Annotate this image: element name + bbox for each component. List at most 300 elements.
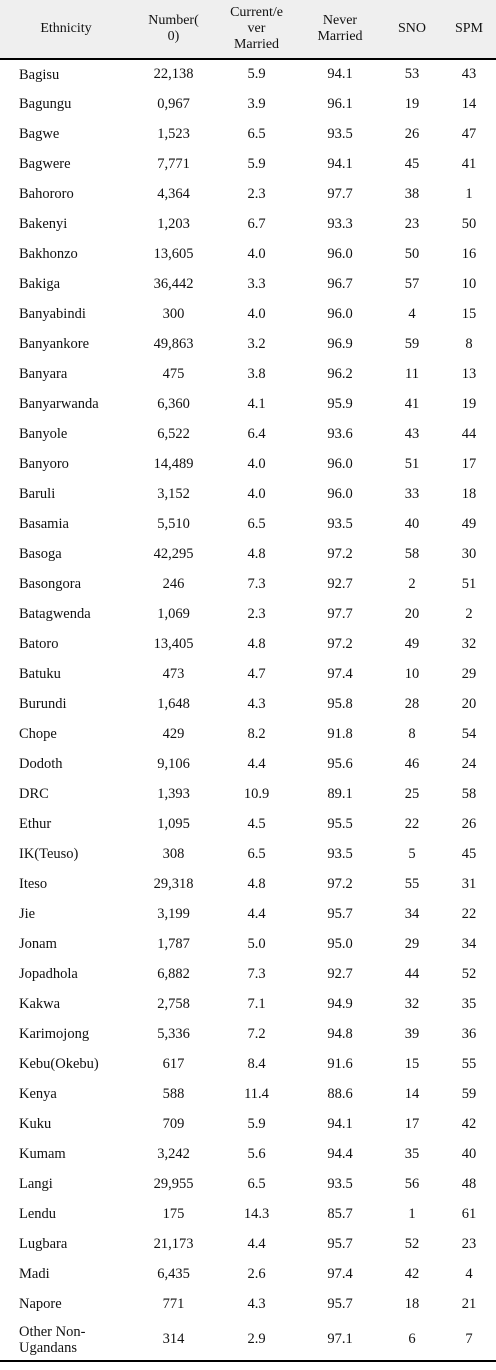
number-cell: 300	[162, 305, 185, 322]
header-current-ever-married: Current/e ver Married	[215, 0, 298, 59]
current-ever-married-cell: 4.0	[247, 485, 266, 502]
spm-cell: 54	[461, 725, 477, 742]
never-married-cell: 97.4	[327, 1265, 353, 1282]
number-cell: 6,522	[157, 425, 190, 442]
never-married-cell: 92.7	[327, 575, 353, 592]
current-ever-married-cell: 8.2	[247, 725, 266, 742]
spm-cell: 19	[461, 395, 477, 412]
table-row	[0, 1049, 496, 1079]
sno-cell: 11	[405, 365, 419, 382]
number-cell: 3,152	[157, 485, 190, 502]
number-cell: 1,787	[157, 935, 190, 952]
current-ever-married-cell: 6.5	[247, 845, 266, 862]
number-cell: 308	[162, 845, 185, 862]
current-ever-married-cell: 4.4	[247, 755, 266, 772]
table-row	[0, 179, 496, 209]
number-cell: 6,882	[157, 965, 190, 982]
never-married-cell: 93.5	[327, 845, 353, 862]
number-cell: 3,199	[157, 905, 190, 922]
table-row	[0, 1229, 496, 1259]
number-cell: 429	[162, 725, 185, 742]
never-married-cell: 96.0	[327, 245, 353, 262]
sno-cell: 29	[404, 935, 420, 952]
number-cell: 22,138	[153, 66, 194, 82]
never-married-cell: 91.6	[327, 1055, 353, 1072]
never-married-cell: 96.7	[327, 275, 353, 292]
never-married-cell: 94.1	[327, 155, 353, 172]
ethnicity-cell: Burundi	[19, 696, 67, 712]
sno-cell: 6	[382, 1319, 442, 1361]
number-cell: 7,771	[157, 155, 190, 172]
number-cell: 588	[162, 1085, 185, 1102]
ethnicity-cell: Napore	[19, 1296, 62, 1312]
spm-cell: 26	[461, 815, 477, 832]
spm-cell: 23	[461, 1235, 477, 1252]
number-cell: 246	[162, 575, 185, 592]
number-cell: 13,405	[153, 635, 194, 652]
ethnicity-cell: Lendu	[19, 1206, 57, 1222]
never-married-cell: 89.1	[327, 785, 353, 802]
sno-cell: 50	[404, 245, 420, 262]
table-row	[0, 479, 496, 509]
number-cell: 49,863	[153, 335, 194, 352]
ethnicity-cell: Banyoro	[19, 456, 69, 472]
table-row	[0, 629, 496, 659]
spm-cell: 51	[461, 575, 477, 592]
sno-cell: 35	[404, 1145, 420, 1162]
spm-cell: 35	[461, 995, 477, 1012]
ethnicity-cell: DRC	[19, 786, 49, 802]
table-row	[0, 809, 496, 839]
spm-cell: 29	[461, 665, 477, 682]
current-ever-married-cell: 7.3	[247, 965, 266, 982]
current-ever-married-cell: 4.0	[247, 245, 266, 262]
current-ever-married-cell: 8.4	[247, 1055, 266, 1072]
never-married-cell: 95.8	[327, 695, 353, 712]
spm-cell: 44	[461, 425, 477, 442]
table-row	[0, 749, 496, 779]
current-ever-married-cell: 3.3	[247, 275, 266, 292]
ethnicity-cell: Karimojong	[19, 1026, 90, 1042]
spm-cell: 55	[461, 1055, 477, 1072]
never-married-cell: 88.6	[327, 1085, 353, 1102]
never-married-cell: 97.7	[327, 185, 353, 202]
table-row	[0, 149, 496, 179]
current-ever-married-cell: 4.3	[247, 695, 266, 712]
sno-cell: 33	[404, 485, 420, 502]
ethnicity-cell: Bakhonzo	[19, 246, 78, 262]
never-married-cell: 93.3	[327, 215, 353, 232]
current-ever-married-cell: 5.0	[247, 935, 266, 952]
number-cell: 771	[162, 1295, 185, 1312]
table-row	[0, 899, 496, 929]
spm-cell: 40	[461, 1145, 477, 1162]
table-row	[0, 989, 496, 1019]
sno-cell: 38	[404, 185, 420, 202]
current-ever-married-cell: 7.1	[247, 995, 266, 1012]
never-married-cell: 97.7	[327, 605, 353, 622]
ethnicity-cell: Jonam	[19, 936, 57, 952]
number-cell: 709	[162, 1115, 185, 1132]
sno-cell: 51	[404, 455, 420, 472]
ethnicity-cell: Basongora	[19, 576, 82, 592]
sno-cell: 8	[408, 725, 416, 742]
spm-cell: 45	[461, 845, 477, 862]
never-married-cell: 93.6	[327, 425, 353, 442]
ethnicity-cell: Bakenyi	[19, 216, 68, 232]
number-cell: 29,955	[153, 1175, 194, 1192]
spm-cell: 47	[461, 125, 477, 142]
ethnicity-cell: Kakwa	[19, 996, 61, 1012]
ethnicity-cell: Kuku	[19, 1116, 52, 1132]
ethnicity-cell: Bagwe	[19, 126, 60, 142]
never-married-cell: 95.7	[327, 1295, 353, 1312]
table-row	[0, 329, 496, 359]
never-married-cell: 96.0	[327, 485, 353, 502]
number-cell: 1,523	[157, 125, 190, 142]
number-cell: 1,648	[157, 695, 190, 712]
number-cell: 21,173	[153, 1235, 194, 1252]
header-spm: SPM	[442, 0, 496, 59]
spm-cell: 18	[461, 485, 477, 502]
number-cell: 6,435	[157, 1265, 190, 1282]
spm-cell: 59	[461, 1085, 477, 1102]
spm-cell: 52	[461, 965, 477, 982]
never-married-cell: 94.9	[327, 995, 353, 1012]
current-ever-married-cell: 7.3	[247, 575, 266, 592]
spm-cell: 16	[461, 245, 477, 262]
table-row	[0, 719, 496, 749]
number-cell: 1,095	[157, 815, 190, 832]
never-married-cell: 92.7	[327, 965, 353, 982]
ethnicity-cell: Dodoth	[19, 756, 63, 772]
spm-cell: 48	[461, 1175, 477, 1192]
table-row	[0, 389, 496, 419]
sno-cell: 28	[404, 695, 420, 712]
current-ever-married-cell: 5.9	[247, 155, 266, 172]
table-row	[0, 1079, 496, 1109]
ethnicity-cell: Basoga	[19, 546, 62, 562]
header-row	[0, 0, 496, 59]
sno-cell: 18	[404, 1295, 420, 1312]
sno-cell: 34	[404, 905, 420, 922]
sno-cell: 20	[404, 605, 420, 622]
never-married-cell: 97.2	[327, 635, 353, 652]
current-ever-married-cell: 5.9	[247, 66, 266, 82]
current-ever-married-cell: 4.4	[247, 905, 266, 922]
table-row	[0, 419, 496, 449]
ethnicity-cell: Bakiga	[19, 276, 61, 292]
ethnicity-cell: Batuku	[19, 666, 61, 682]
spm-cell: 22	[461, 905, 477, 922]
sno-cell: 32	[404, 995, 420, 1012]
sno-cell: 46	[404, 755, 420, 772]
number-cell: 473	[162, 665, 185, 682]
table-row	[0, 1139, 496, 1169]
never-married-cell: 97.4	[327, 665, 353, 682]
ethnicity-cell: Batoro	[19, 636, 59, 652]
table-row	[0, 509, 496, 539]
sno-cell: 55	[404, 875, 420, 892]
sno-cell: 14	[404, 1085, 420, 1102]
current-ever-married-cell: 7.2	[247, 1025, 266, 1042]
table-row	[0, 779, 496, 809]
table-row	[0, 299, 496, 329]
never-married-cell: 95.7	[327, 1235, 353, 1252]
table-row	[0, 1169, 496, 1199]
table-row	[0, 959, 496, 989]
spm-cell: 49	[461, 515, 477, 532]
never-married-cell: 95.0	[327, 935, 353, 952]
sno-cell: 1	[408, 1205, 416, 1222]
spm-cell: 21	[461, 1295, 477, 1312]
table-row	[0, 689, 496, 719]
number-cell: 6,360	[157, 395, 190, 412]
never-married-cell: 96.0	[327, 305, 353, 322]
number-cell: 29,318	[153, 875, 194, 892]
ethnicity-cell: Kenya	[19, 1086, 57, 1102]
ethnicity-cell: Banyarwanda	[19, 396, 99, 412]
ethnicity-cell: Banyara	[19, 366, 68, 382]
never-married-cell: 91.8	[327, 725, 353, 742]
current-ever-married-cell: 6.4	[247, 425, 266, 442]
spm-cell: 13	[461, 365, 477, 382]
current-ever-married-cell: 10.9	[243, 785, 270, 802]
never-married-cell: 93.5	[327, 1175, 353, 1192]
never-married-cell: 85.7	[327, 1205, 353, 1222]
table-row	[0, 269, 496, 299]
never-married-cell: 95.6	[327, 755, 353, 772]
number-cell: 3,242	[157, 1145, 190, 1162]
never-married-cell: 94.8	[327, 1025, 353, 1042]
never-married-cell: 96.2	[327, 365, 353, 382]
table-row	[0, 209, 496, 239]
ethnicity-cell: Iteso	[19, 876, 48, 892]
spm-cell: 30	[461, 545, 477, 562]
spm-cell: 8	[465, 335, 473, 352]
current-ever-married-cell: 3.8	[247, 365, 266, 382]
header-ethnicity: Ethnicity	[0, 0, 132, 59]
spm-cell: 7	[442, 1319, 496, 1361]
spm-cell: 17	[461, 455, 477, 472]
sno-cell: 59	[404, 335, 420, 352]
current-ever-married-cell: 4.1	[247, 395, 266, 412]
never-married-cell: 97.2	[327, 545, 353, 562]
spm-cell: 50	[461, 215, 477, 232]
number-cell: 42,295	[153, 545, 194, 562]
current-ever-married-cell: 3.2	[247, 335, 266, 352]
table-row	[0, 659, 496, 689]
current-ever-married-cell: 4.7	[247, 665, 266, 682]
table-row	[0, 1199, 496, 1229]
number-cell: 175	[162, 1205, 185, 1222]
number-cell: 4,364	[157, 185, 190, 202]
table-row	[0, 539, 496, 569]
spm-cell: 43	[461, 66, 477, 82]
current-ever-married-cell: 11.4	[244, 1085, 269, 1102]
sno-cell: 10	[404, 665, 420, 682]
table-row	[0, 89, 496, 119]
spm-cell: 36	[461, 1025, 477, 1042]
sno-cell: 56	[404, 1175, 420, 1192]
spm-cell: 4	[465, 1265, 473, 1282]
sno-cell: 5	[408, 845, 416, 862]
spm-cell: 14	[461, 95, 477, 112]
number-cell: 2,758	[157, 995, 190, 1012]
sno-cell: 17	[404, 1115, 420, 1132]
ethnicity-cell: Bahororo	[19, 186, 74, 202]
never-married-cell: 96.1	[327, 95, 353, 112]
never-married-cell: 95.7	[327, 905, 353, 922]
spm-cell: 32	[461, 635, 477, 652]
ethnicity-cell: Kebu(Okebu)	[19, 1056, 99, 1072]
sno-cell: 22	[404, 815, 420, 832]
sno-cell: 39	[404, 1025, 420, 1042]
spm-cell: 34	[461, 935, 477, 952]
ethnicity-cell: Ethur	[19, 816, 52, 832]
number-cell: 5,336	[157, 1025, 190, 1042]
number-cell: 314	[132, 1319, 215, 1361]
spm-cell: 42	[461, 1115, 477, 1132]
spm-cell: 20	[461, 695, 477, 712]
spm-cell: 58	[461, 785, 477, 802]
ethnicity-cell: Madi	[19, 1266, 50, 1282]
ethnicity-cell: IK(Teuso)	[19, 846, 79, 862]
ethnicity-cell: Baruli	[19, 486, 56, 502]
sno-cell: 19	[404, 95, 420, 112]
spm-cell: 10	[461, 275, 477, 292]
current-ever-married-cell: 4.8	[247, 875, 266, 892]
current-ever-married-cell: 2.3	[247, 185, 266, 202]
table-row	[0, 929, 496, 959]
ethnicity-cell: Lugbara	[19, 1236, 68, 1252]
table-header	[0, 0, 496, 59]
sno-cell: 40	[404, 515, 420, 532]
sno-cell: 26	[404, 125, 420, 142]
number-cell: 14,489	[153, 455, 194, 472]
number-cell: 475	[162, 365, 185, 382]
table-row	[0, 449, 496, 479]
current-ever-married-cell: 4.8	[247, 545, 266, 562]
ethnicity-cell: Kumam	[19, 1146, 66, 1162]
ethnicity-cell: Banyankore	[19, 336, 90, 352]
sno-cell: 2	[408, 575, 416, 592]
never-married-cell: 94.1	[327, 66, 353, 82]
current-ever-married-cell: 14.3	[243, 1205, 270, 1222]
number-cell: 36,442	[153, 275, 194, 292]
table-row	[0, 1289, 496, 1319]
sno-cell: 53	[404, 66, 420, 82]
number-cell: 617	[162, 1055, 185, 1072]
ethnicity-cell: Jie	[19, 906, 36, 922]
table-row	[0, 569, 496, 599]
header-never-married: Never Married	[298, 0, 382, 59]
never-married-cell: 95.9	[327, 395, 353, 412]
table-row	[0, 119, 496, 149]
current-ever-married-cell: 6.5	[247, 125, 266, 142]
current-ever-married-cell: 6.7	[247, 215, 266, 232]
ethnicity-cell: Chope	[19, 726, 57, 742]
table-row	[0, 1019, 496, 1049]
ethnicity-cell: Batagwenda	[19, 606, 91, 622]
sno-cell: 52	[404, 1235, 420, 1252]
sno-cell: 45	[404, 155, 420, 172]
never-married-cell: 94.1	[327, 1115, 353, 1132]
number-cell: 9,106	[157, 755, 190, 772]
sno-cell: 42	[404, 1265, 420, 1282]
ethnicity-cell: Langi	[19, 1176, 53, 1192]
table-row	[0, 869, 496, 899]
ethnicity-cell: Banyabindi	[19, 306, 86, 322]
sno-cell: 15	[404, 1055, 420, 1072]
table-row	[0, 599, 496, 629]
never-married-cell: 95.5	[327, 815, 353, 832]
table-row	[0, 59, 496, 89]
current-ever-married-cell: 3.9	[247, 95, 266, 112]
table-body	[0, 59, 496, 1361]
spm-cell: 31	[461, 875, 477, 892]
current-ever-married-cell: 4.0	[247, 455, 266, 472]
sno-cell: 41	[404, 395, 420, 412]
table-row	[0, 359, 496, 389]
spm-cell: 24	[461, 755, 477, 772]
sno-cell: 57	[404, 275, 420, 292]
current-ever-married-cell: 6.5	[247, 1175, 266, 1192]
sno-cell: 58	[404, 545, 420, 562]
table-row	[0, 1259, 496, 1289]
sno-cell: 43	[404, 425, 420, 442]
number-cell: 13,605	[153, 245, 194, 262]
ethnicity-cell: Bagungu	[19, 96, 72, 112]
table-row	[0, 239, 496, 269]
current-ever-married-cell: 4.5	[247, 815, 266, 832]
current-ever-married-cell: 2.6	[247, 1265, 266, 1282]
never-married-cell: 94.4	[327, 1145, 353, 1162]
number-cell: 1,393	[157, 785, 190, 802]
current-ever-married-cell: 4.0	[247, 305, 266, 322]
current-ever-married-cell: 4.8	[247, 635, 266, 652]
current-ever-married-cell: 2.3	[247, 605, 266, 622]
ethnicity-cell: Bagisu	[19, 66, 60, 83]
number-cell: 1,203	[157, 215, 190, 232]
spm-cell: 41	[461, 155, 477, 172]
ethnicity-cell: Basamia	[19, 516, 69, 532]
spm-cell: 61	[461, 1205, 477, 1222]
never-married-cell: 96.0	[327, 455, 353, 472]
header-sno: SNO	[382, 0, 442, 59]
number-cell: 1,069	[157, 605, 190, 622]
sno-cell: 44	[404, 965, 420, 982]
never-married-cell: 96.9	[327, 335, 353, 352]
current-ever-married-cell: 4.4	[247, 1235, 266, 1252]
sno-cell: 4	[408, 305, 416, 322]
header-number: Number( 0)	[132, 0, 215, 59]
current-ever-married-cell: 5.6	[247, 1145, 266, 1162]
ethnicity-cell: Other Non- Ugandans	[0, 1319, 132, 1361]
ethnicity-cell: Jopadhola	[19, 966, 78, 982]
table-row	[0, 1109, 496, 1139]
table-row	[0, 839, 496, 869]
number-cell: 0,967	[157, 95, 190, 112]
never-married-cell: 97.1	[298, 1319, 382, 1361]
never-married-cell: 97.2	[327, 875, 353, 892]
current-ever-married-cell: 2.9	[215, 1319, 298, 1361]
sno-cell: 25	[404, 785, 420, 802]
never-married-cell: 93.5	[327, 125, 353, 142]
number-cell: 5,510	[157, 515, 190, 532]
spm-cell: 1	[465, 185, 473, 202]
table-row	[0, 1319, 496, 1361]
